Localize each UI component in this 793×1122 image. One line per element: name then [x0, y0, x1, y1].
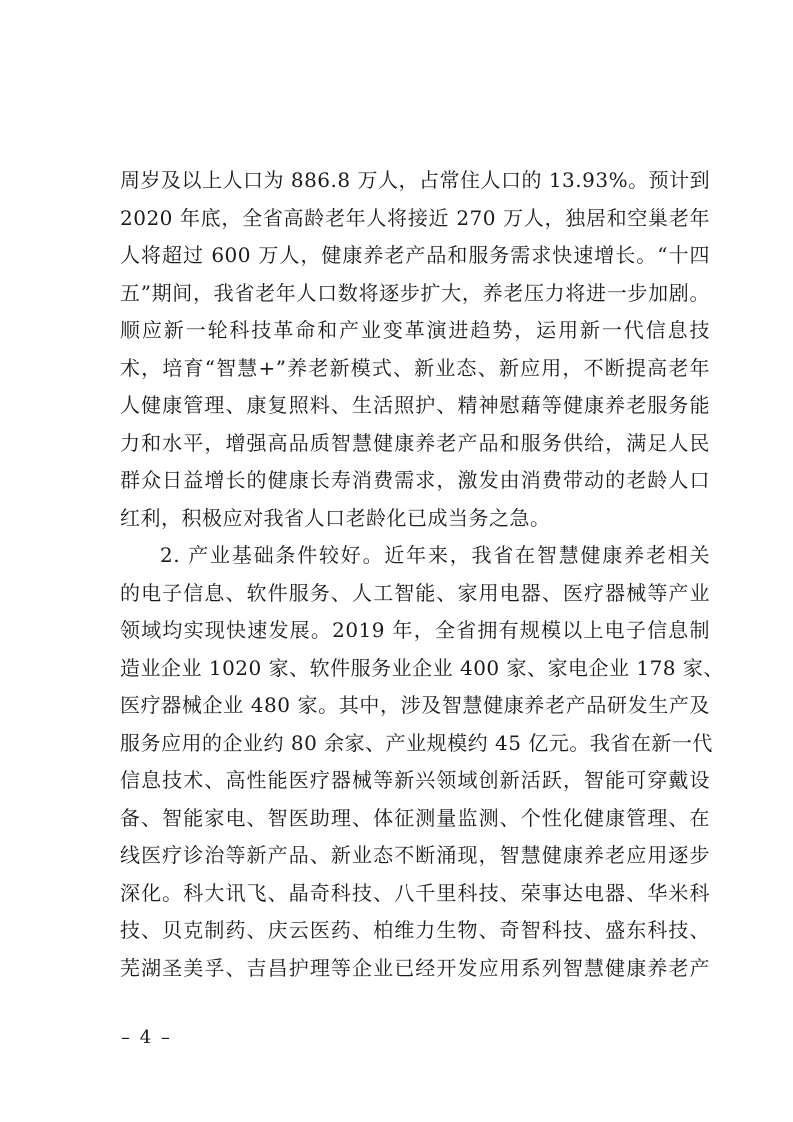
text-line: 周岁及以上人口为 886.8 万人，占常住人口的 13.93%。预计到 [120, 168, 711, 192]
text-line: 2020 年底，全省高龄老年人将接近 270 万人，独居和空巢老年 [120, 206, 710, 230]
text-line: 人将超过 600 万人，健康养老产品和服务需求快速增长。“十四 [120, 243, 710, 267]
text-line: 信息技术、高性能医疗器械等新兴领域创新活跃，智能可穿戴设 [120, 768, 710, 792]
text-line: 的电子信息、软件服务、人工智能、家用电器、医疗器械等产业 [120, 581, 710, 605]
text-line: 红利，积极应对我省人口老龄化已成当务之急。 [120, 506, 551, 530]
text-line: 造业企业 1020 家、软件服务业企业 400 家、家电企业 178 家、 [120, 656, 724, 680]
text-line: 群众日益增长的健康长寿消费需求，激发由消费带动的老龄人口 [120, 468, 710, 492]
text-line: 五”期间，我省老年人口数将逐步扩大，养老压力将进一步加剧。 [120, 281, 710, 305]
text-line: 深化。科大讯飞、晶奇科技、八千里科技、荣事达电器、华米科 [120, 881, 710, 905]
text-line: 技、贝克制药、庆云医药、柏维力生物、奇智科技、盛东科技、 [120, 918, 710, 942]
paragraph-start-line: 2. 产业基础条件较好。近年来，我省在智慧健康养老相关 [160, 543, 710, 567]
text-line: 线医疗诊治等新产品、新业态不断涌现，智慧健康养老应用逐步 [120, 843, 710, 867]
text-line: 人健康管理、康复照料、生活照护、精神慰藉等健康养老服务能 [120, 393, 710, 417]
text-line: 顺应新一轮科技革命和产业变革演进趋势，运用新一代信息技 [120, 318, 710, 342]
text-line: 领域均实现快速发展。2019 年，全省拥有规模以上电子信息制 [120, 618, 710, 642]
text-line: 医疗器械企业 480 家。其中，涉及智慧健康养老产品研发生产及 [120, 693, 710, 717]
text-line: 力和水平，增强高品质智慧健康养老产品和服务供给，满足人民 [120, 431, 710, 455]
text-line: 术，培育“智慧+”养老新模式、新业态、新应用，不断提高老年 [120, 356, 710, 380]
text-line: 备、智能家电、智医助理、体征测量监测、个性化健康管理、在 [120, 806, 710, 830]
page-number: – 4 – [121, 1027, 172, 1048]
text-line: 芜湖圣美孚、吉昌护理等企业已经开发应用系列智慧健康养老产 [120, 956, 710, 980]
text-line: 服务应用的企业约 80 余家、产业规模约 45 亿元。我省在新一代 [120, 731, 713, 755]
